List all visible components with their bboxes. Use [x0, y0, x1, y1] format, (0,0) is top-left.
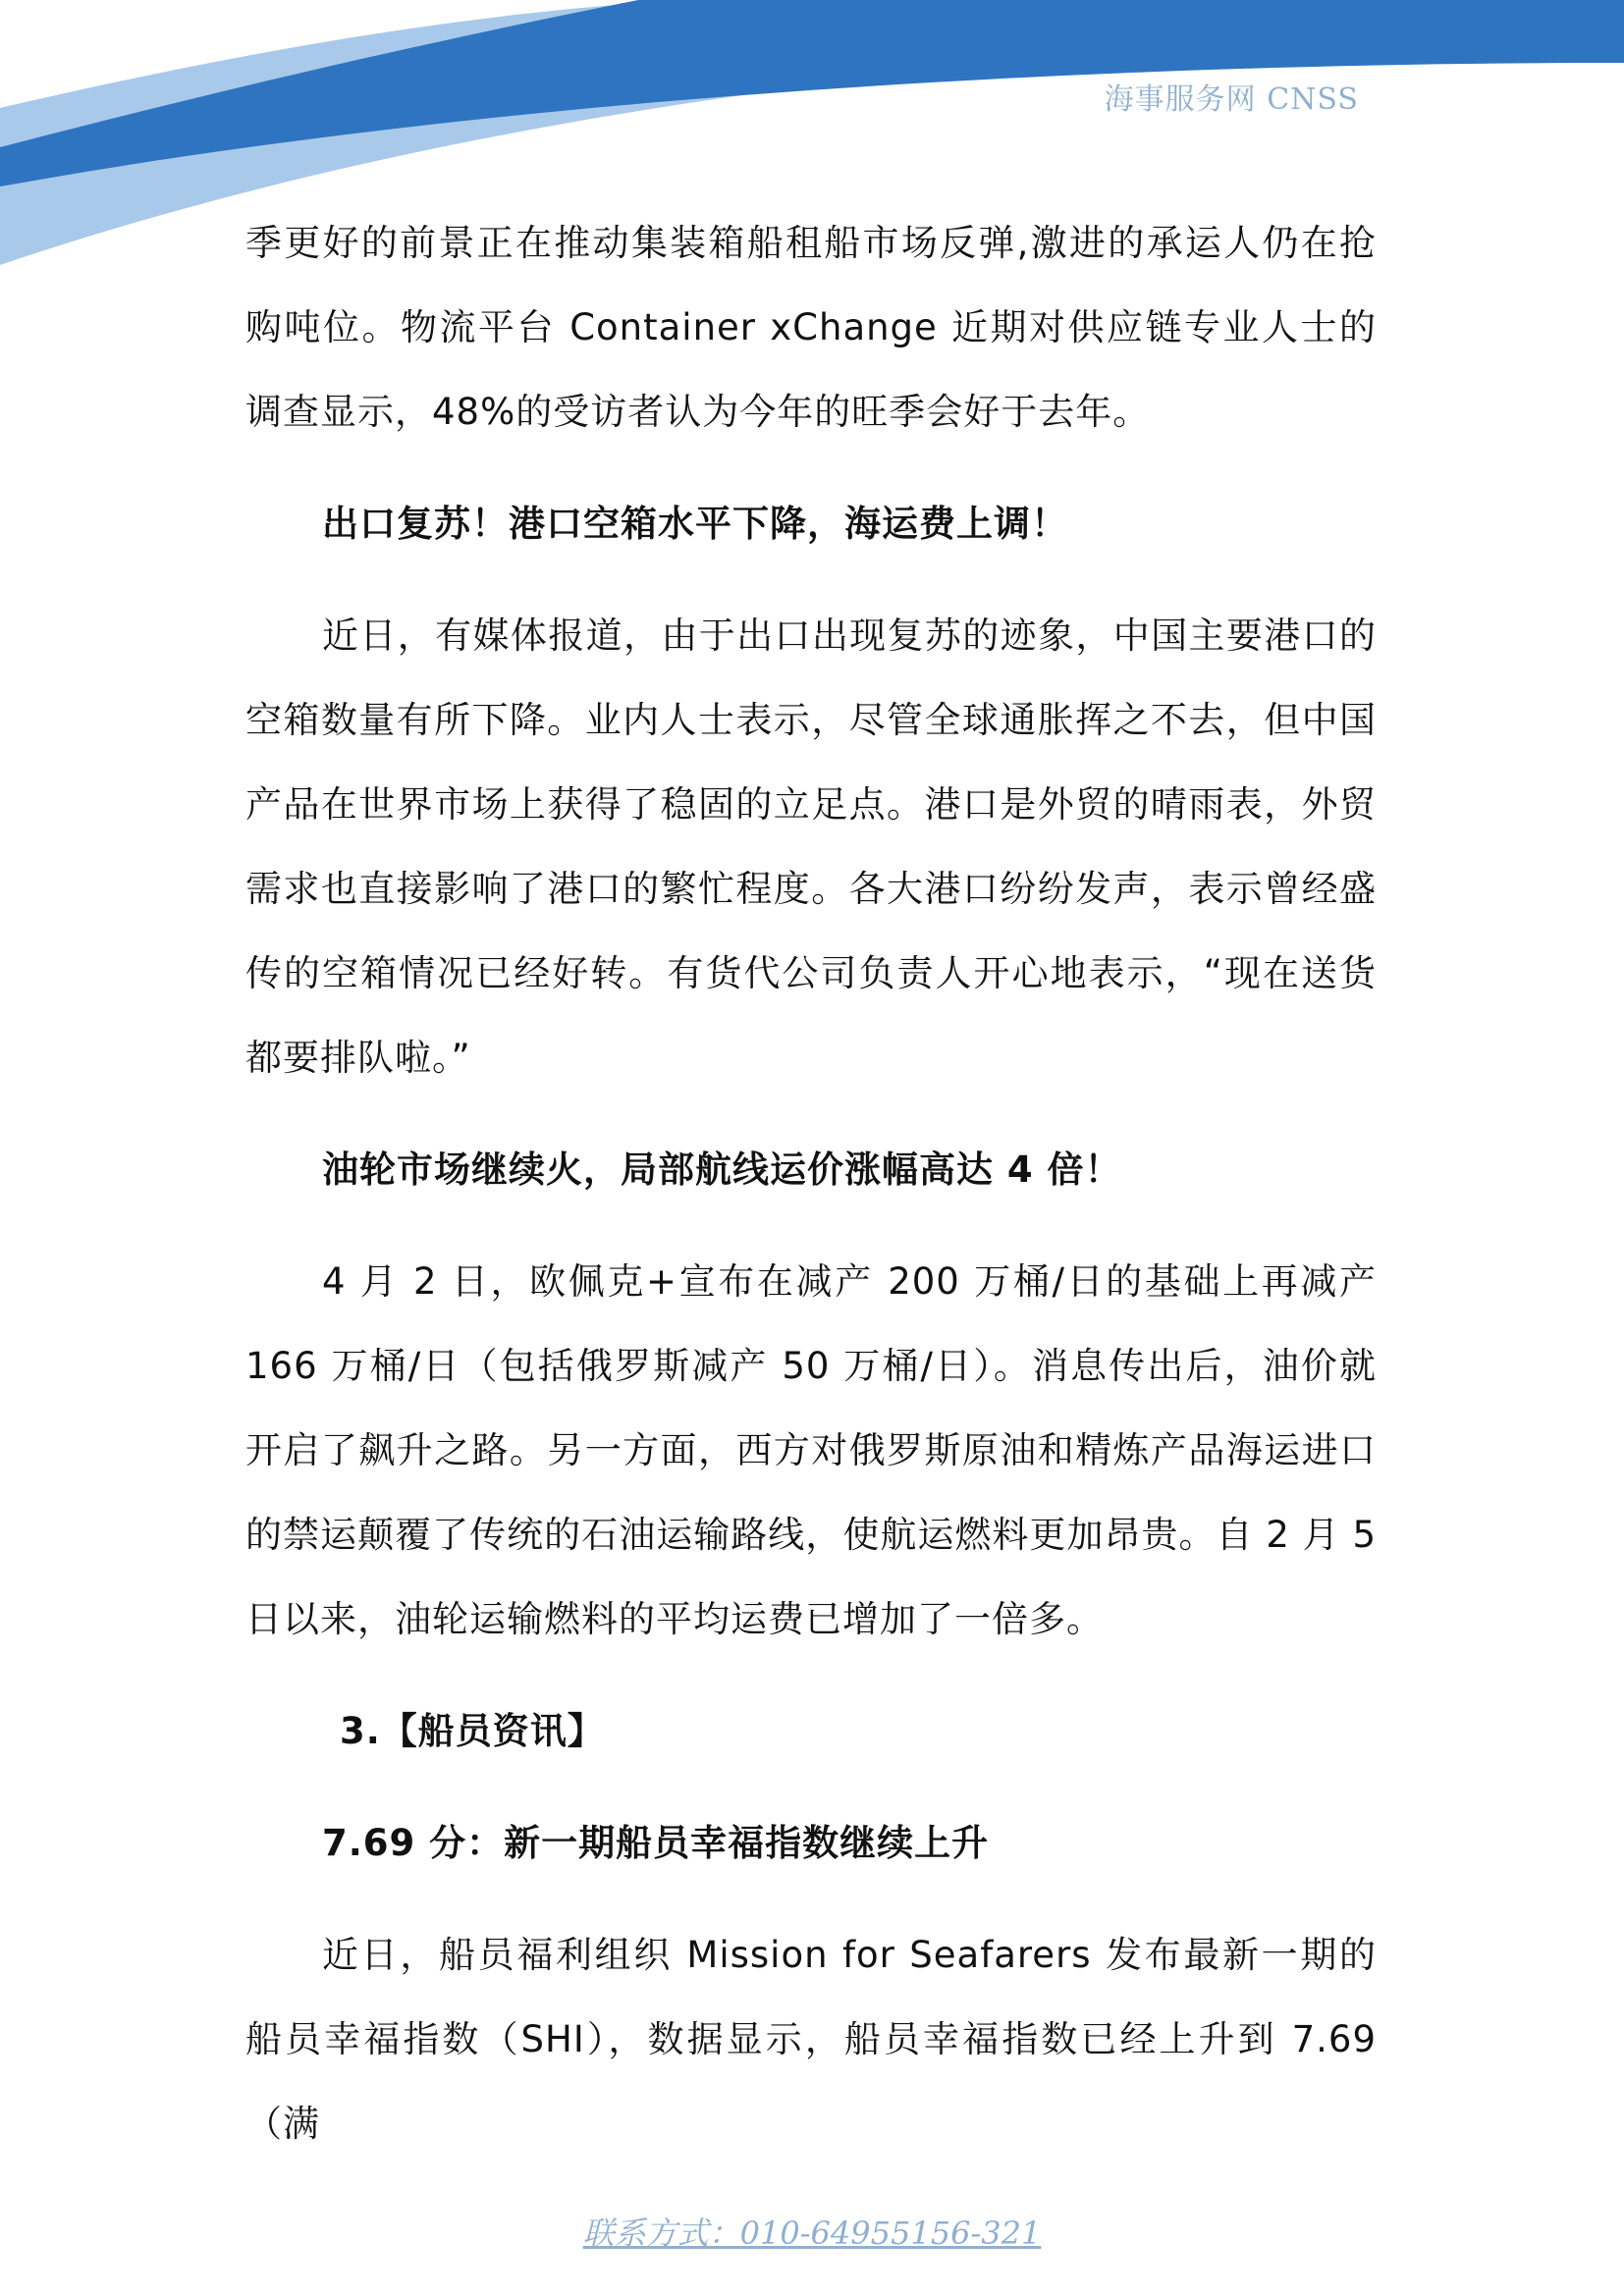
footer-contact: 联系方式：010-64955156-321 [582, 2215, 1042, 2252]
paragraph-opec-cuts: 4 月 2 日，欧佩克+宣布在减产 200 万桶/日的基础上再减产 166 万桶/日（包括俄罗斯减产 50 万桶/日）。消息传出后，油价就开启了飙升之路。另一方面，西方对俄罗斯原油和精炼产品海运进口的禁运颠覆了传统的石油运输路线，使航运燃料更加昂贵。自 2 月 5 日以来，油轮运输燃料的平均运费已增加了一倍多。 [245, 1260, 1377, 1640]
site-name: 海事服务网 CNSS [1104, 82, 1359, 117]
section-heading-crew-news: 3.【船员资讯】 [340, 1710, 605, 1752]
heading-tanker-market: 油轮市场继续火，局部航线运价涨幅高达 4 倍！ [322, 1148, 1122, 1191]
heading-seafarer-happiness: 7.69 分：新一期船员幸福指数继续上升 [322, 1822, 990, 1864]
paragraph-seafarer-happiness-index: 近日，船员福利组织 Mission for Seafarers 发布最新一期的船员幸福指数（SHI），数据显示，船员幸福指数已经上升到 7.69（满 [245, 1934, 1377, 2145]
paragraph-container-market: 季更好的前景正在推动集装箱船租船市场反弹,激进的承运人仍在抢购吨位。物流平台 Container xChange 近期对供应链专业人士的调查显示，48%的受访者认为今年的旺季会好于去年。 [245, 222, 1377, 433]
article-body [245, 201, 1377, 2166]
heading-export-recovery: 出口复苏！港口空箱水平下降，海运费上调！ [322, 503, 1068, 545]
paragraph-port-empty-containers: 近日，有媒体报道，由于出口出现复苏的迹象，中国主要港口的空箱数量有所下降。业内人士表示，尽管全球通胀挥之不去，但中国产品在世界市场上获得了稳固的立足点。港口是外贸的晴雨表，外贸需求也直接影响了港口的繁忙程度。各大港口纷纷发声，表示曾经盛传的空箱情况已经好转。有货代公司负责人开心地表示，“现在送货都要排队啦。” [245, 614, 1377, 1079]
